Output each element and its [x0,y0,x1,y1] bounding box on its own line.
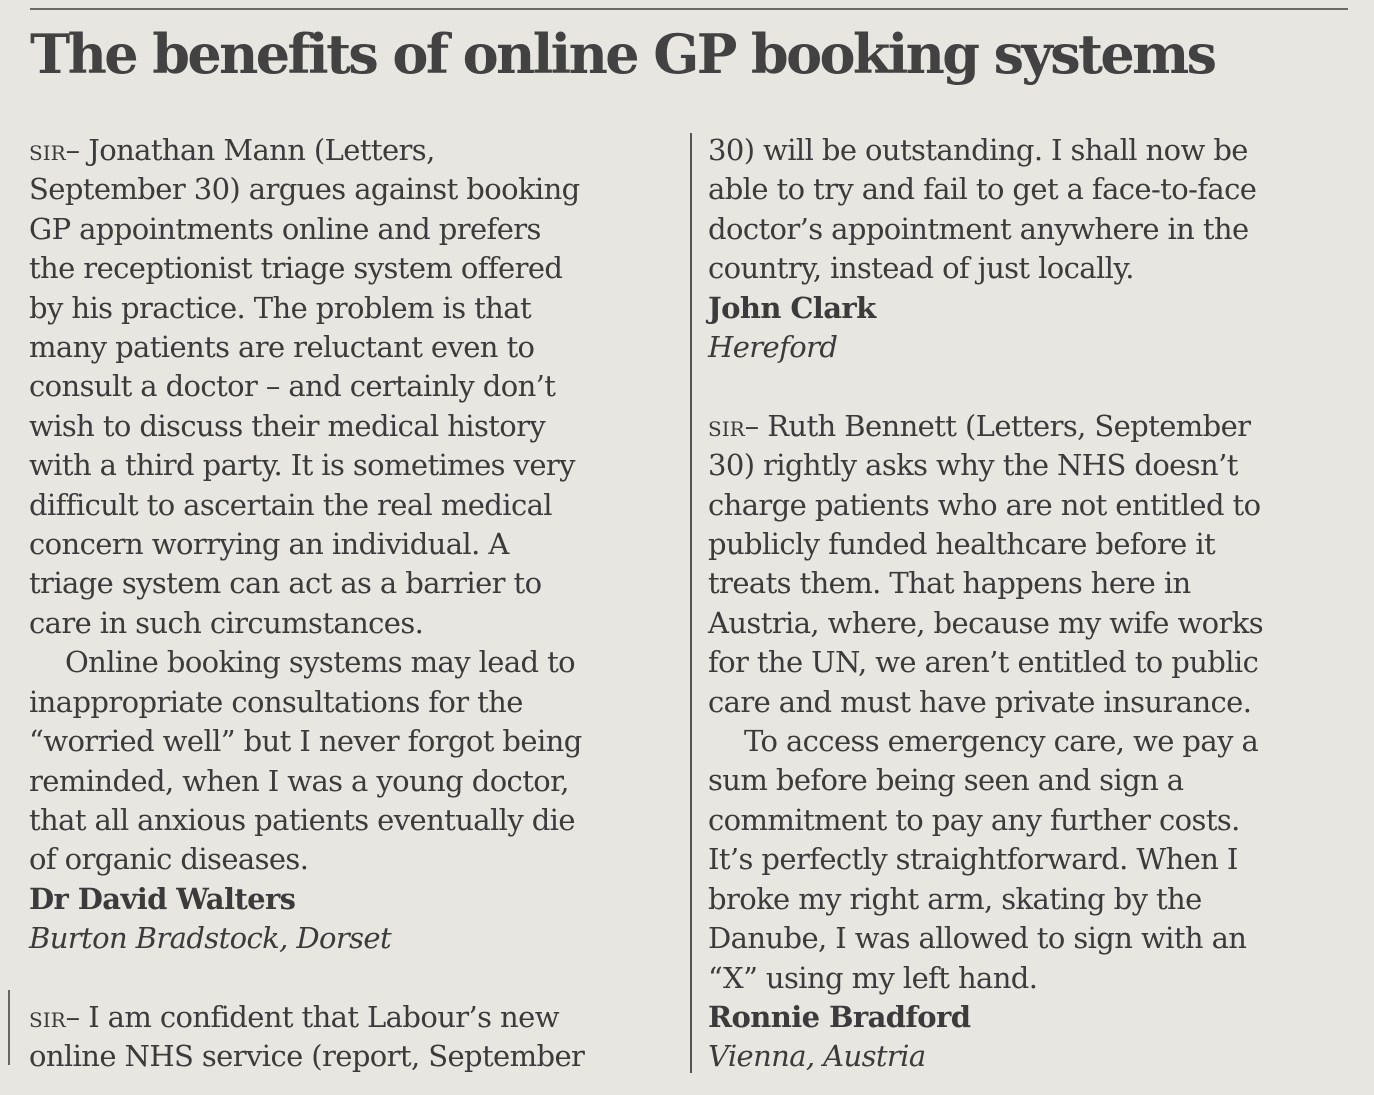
author-name: Ronnie Bradford [708,999,971,1034]
letter-paragraph [708,407,1358,722]
letter-paragraph: 30) will be outstanding. I shall now be able to try and fail to get a face-to-face doctor’s appointment anywhere in the country, instead of just locally. [708,133,1257,286]
letter-spacer [29,959,679,998]
page-edge-mark [8,990,10,1065]
letter-spacer [708,367,1358,406]
letter-paragraph: Online booking systems may lead to inappropriate consultations for the “worried well” but I never forgot being reminded, when I was a young doctor, that all anxious patients eventually die of organic diseases. [29,645,582,877]
letter-paragraph: To access emergency care, we pay a sum before being seen and sign a commitment to pay any further costs. It’s perfectly straightforward. When I broke my right arm, skating by the Danube, I was allowed to sign with an “X” using my left hand. [708,724,1259,995]
salutation: sir [29,133,66,167]
author-location: Burton Bradstock, Dorset [29,921,392,956]
author-location: Hereford [708,330,838,365]
salutation: sir [708,408,745,443]
headline: The benefits of online GP booking systems [30,22,1215,86]
right-column [708,131,1358,1077]
letter-text: – I am confident that Labour’s new online NHS service (report, September [29,999,585,1074]
letter-clark-end [708,131,1358,367]
salutation: sir [29,999,66,1034]
letter-text: – Ruth Bennett (Letters, September 30) rightly asks why the NHS doesn’t charge patients who are not entitled to publicly funded healthcare before it treats them. That happens here in Austria, where, because my wife works for the UN, we aren’t entitled to public care and must have private insurance. [708,408,1264,719]
left-column [29,131,679,1077]
letter-walters [29,131,679,959]
letter-bradford [708,407,1358,1077]
column-divider [690,133,692,1073]
author-name: Dr David Walters [29,881,296,916]
author-name: John Clark [708,290,876,325]
author-location: Vienna, Austria [708,1039,926,1074]
letter-paragraph [29,131,679,643]
letter-clark-start [29,998,679,1077]
letter-text: – Jonathan Mann (Letters, September 30) argues against booking GP appointments online and prefers the receptionist triage system offered by his practice. The problem is that many patients are reluctant even to consult a doctor – and certainly don’t wish to discuss their medical history with a third party. It is sometimes very difficult to ascertain the real medical concern worrying an individual. A triage system can act as a barrier to care in such circumstances. [29,133,580,640]
letter-paragraph [29,998,679,1077]
